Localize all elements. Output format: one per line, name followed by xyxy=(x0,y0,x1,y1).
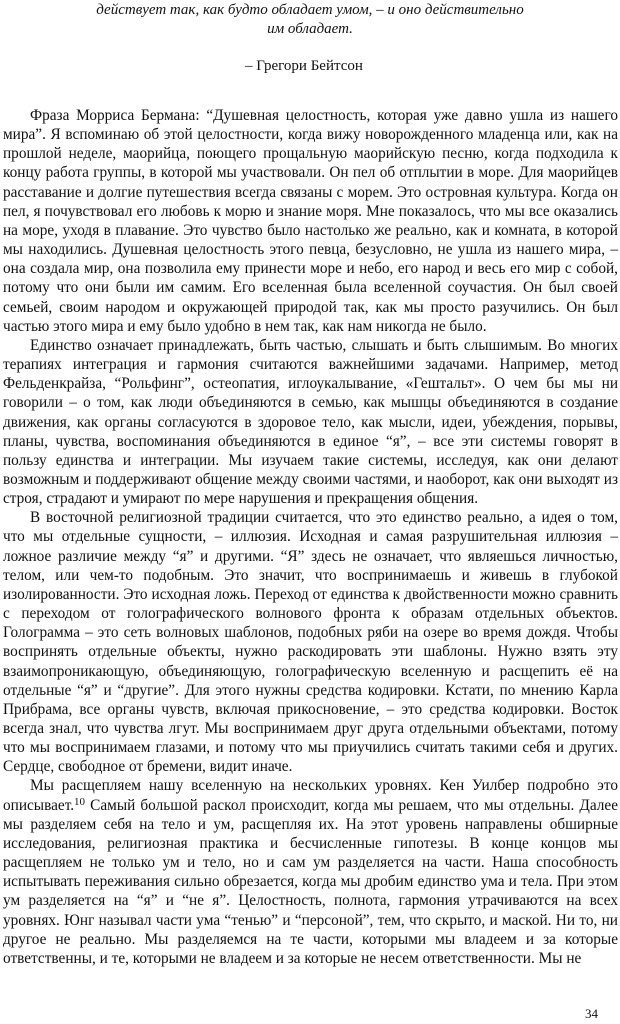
page-number: 34 xyxy=(585,1006,598,1021)
paragraph-splitting-start: Мы расщепляем нашу вселенную на нескольких уровнях. Кен Уилбер подробно это описывает. xyxy=(3,777,618,814)
footnote-reference[interactable]: 10 xyxy=(74,795,86,808)
paragraph-splitting-rest: Самый большой раскол происходит, когда мы решаем, что мы отдельны. Далее мы разделяем себя на тело и ум, расщепляя их. На этот уровень направлены обширные исследования, религиозная практика и бесчисленные гипотезы. В конце концов мы расщепляем не только ум и тело, но и сам ум разделяется на части. Наша способность испытывать переживания сильно обрезается, когда мы дробим единство ума и тела. При этом ум разделяется на “я” и “не я”. Целостность, полнота, гармония утрачиваются на всех уровнях. Юнг называл части ума “тенью” и “персоной”, тем, что скрыто, и маской. Ни то, ни другое не реально. Мы разделяемся на те части, которыми мы владеем и за которые ответственны, и те, которыми не владеем и за которые не несем ответственности. Мы не xyxy=(3,796,618,967)
epigraph-author: – Грегори Бейтсон xyxy=(245,58,363,74)
paragraph-splitting xyxy=(3,776,618,968)
epigraph-line-1: действует так, как будто обладает умом, – и оно действительно xyxy=(96,2,524,18)
paragraph-eastern-tradition: В восточной религиозной традиции считается, что это единство реально, а идея о том, что мы отдельные сущности, – иллюзия. Исходная и самая разрушительная иллюзия – ложное различие между “я” и другими. “Я” здесь не означает, что являешься личностью, телом, или чем-то подобным. Это значит, что воспринимаешь и живешь в глубокой изолированности. Это исходная ложь. Переход от единства к двойственности можно сравнить с переходом от голографического волнового фронта к образам отдельных объектов. Голограмма – это сеть волновых шаблонов, подобных ряби на озере во время дождя. Чтобы воспринять отдельные объекты, нужно раскодировать эти шаблоны. Нужно взять эту взаимопроникающую, объединяющую, голографическую вселенную и расщепить её на отдельные “я” и “другие”. Для этого нужны средства кодировки. Кстати, по мнению Карла Прибрама, все органы чувств, включая прикосновение, – это средства кодировки. Восток всегда знал, что чувства лгут. Мы воспринимаем друг друга отдельными объектами, потому что мы воспринимаем глазами, и потому что мы приучились считать такими себя и других. Сердце, свободное от бремени, видит иначе. xyxy=(3,509,618,776)
paragraph-berman: Фраза Морриса Бермана: “Душевная целостность, которая уже давно ушла из нашего мира”. Я вспоминаю об этой целостности, когда вижу новорожденного младенца или, как на прошлой неделе, маорийца, поющего прощальную маорийскую песню, когда подходила к концу работа группы, в которой мы участвовали. Он пел об отплытии в море. Для маорийцев расставание и долгие путешествия всегда связаны с морем. Это островная культура. Когда он пел, я почувствовал его любовь к морю и знание моря. Мне показалось, что мы все оказались на море, уходя в плавание. Это чувство было настолько же реально, как и комната, в которой мы находились. Душевная целостность этого певца, безусловно, не ушла из нашего мира, – она создала мир, она позволила ему принести море и небо, его народ и весь его мир с собой, потому что они были им самим. Его вселенная была вселенной соучастия. Он был своей семьей, своим народом и окружающей природой так, как мы просто разучились. Он был частью этого мира и ему было удобно в нем так, как нам никогда не было. xyxy=(3,107,618,335)
epigraph-line-2: им обладает. xyxy=(267,21,353,37)
paragraph-unity: Единство означает принадлежать, быть частью, слышать и быть слышимым. Во многих терапиях интеграция и гармония считаются важнейшими задачами. Например, метод Фельденкрайза, “Рольфинг”, остеопатия, иглоукалывание, «Гештальт». О чем бы мы ни говорили – о том, как люди объединяются в семью, как мышцы объединяются в создание движения, как органы согласуются в здоровое тело, как мысли, идеи, убеждения, порывы, планы, чувства, воспоминания объединяются в единое “я”, – все эти системы говорят в пользу единства и интеграции. Мы изучаем такие системы, исследуя, как они делают возможным и поддерживают общение между своими частями, и наоборот, как они выходят из строя, страдают и умирают по мере нарушения и прекращения общения. xyxy=(3,336,618,508)
body-text xyxy=(3,106,618,968)
